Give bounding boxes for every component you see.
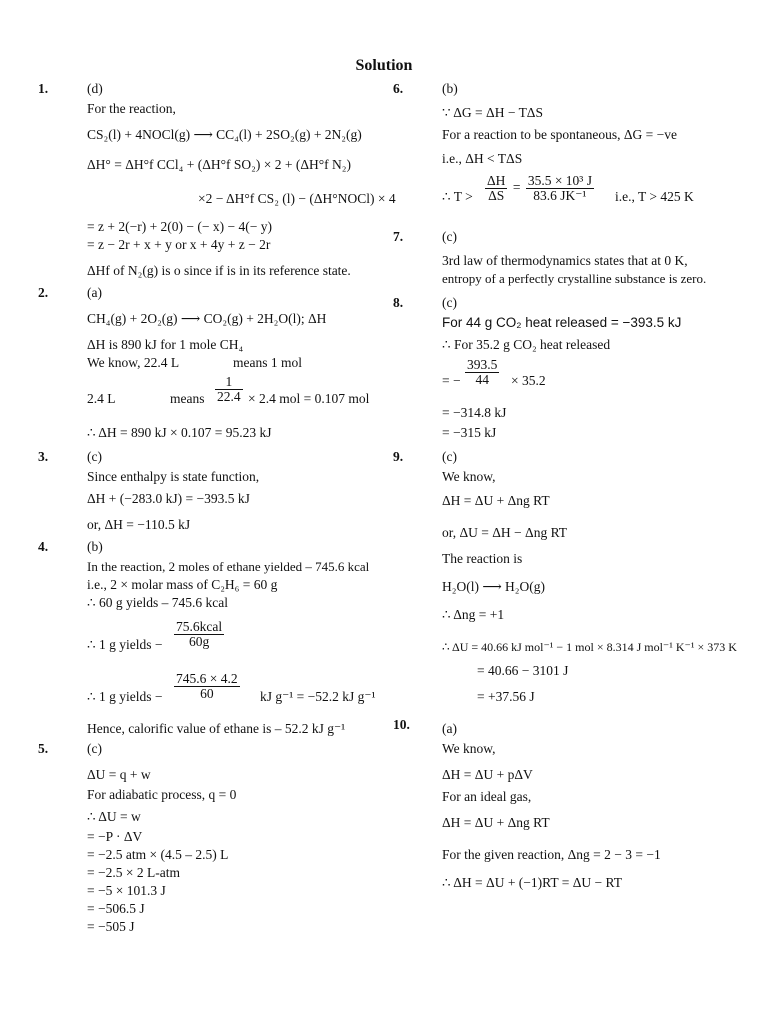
equation: = −P · ΔV (87, 829, 143, 844)
text-line: ∴ For 35.2 g CO₂ heat released (442, 337, 611, 352)
equation: ∴ ΔU = 40.66 kJ mol⁻¹ − 1 mol × 8.314 J mol⁻¹ K⁻¹ × 373 K (442, 640, 737, 654)
equation: = z − 2r + x + y or x + 4y + z − 2r (87, 237, 271, 252)
fraction (172, 620, 226, 649)
question-number: 9. (393, 449, 404, 464)
text-line: For 44 g CO₂ heat released = −393.5 kJ (442, 315, 682, 330)
text-line: ∴ 1 g yields − (87, 689, 163, 704)
answer-choice: (a) (442, 721, 457, 736)
answer-choice: (c) (442, 449, 457, 464)
equation: = − (442, 373, 461, 388)
equation: = −315 kJ (442, 425, 497, 440)
equation: ΔH = ΔU + pΔV (442, 767, 533, 782)
text-line: For an ideal gas, (442, 789, 532, 804)
numerator: 1 (215, 375, 243, 390)
denominator: 60 (200, 686, 214, 701)
text-line: In the reaction, 2 moles of ethane yielded – 745.6 kcal (87, 559, 370, 574)
equation: × 35.2 (511, 373, 546, 388)
equation: = −2.5 atm × (4.5 – 2.5) L (87, 847, 229, 862)
text-line: Hence, calorific value of ethane is – 52.2 kJ g⁻¹ (87, 721, 346, 736)
equation: = −505 J (87, 919, 135, 934)
text-line: ∴ 60 g yields – 745.6 kcal (87, 595, 228, 610)
equation: ∴ ΔH = ΔU + (−1)RT = ΔU − RT (442, 875, 622, 890)
text-line: i.e., 2 × molar mass of C₂H₆ = 60 g (87, 577, 278, 592)
question-number: 3. (38, 449, 49, 464)
answer-choice: (c) (87, 449, 102, 464)
question-number: 4. (38, 539, 49, 554)
equation: kJ g⁻¹ = −52.2 kJ g⁻¹ (260, 689, 376, 704)
text-line: entropy of a perfectly crystalline substance is zero. (442, 271, 707, 286)
denominator: ΔS (488, 188, 505, 203)
question-number: 10. (393, 717, 410, 732)
text-line: The reaction is (442, 551, 523, 566)
question-number: 6. (393, 81, 404, 96)
question-number: 5. (38, 741, 49, 756)
equation: or, ΔH = −110.5 kJ (87, 517, 191, 532)
page-title: Solution (355, 57, 413, 74)
answer-choice: (c) (442, 295, 457, 310)
answer-choice: (c) (87, 741, 102, 756)
text-line: i.e., T > 425 K (615, 189, 694, 204)
numerator: 35.5 × 10³ J (527, 173, 592, 188)
text-line: We know, 22.4 L (87, 355, 180, 370)
text-line: ΔHf of N₂(g) is o since if is in its reference state. (87, 263, 351, 278)
equation: ΔH + (−283.0 kJ) = −393.5 kJ (87, 491, 250, 506)
fraction (463, 358, 501, 387)
equation: CS₂(l) + 4NOCl(g) ⟶ CC₄(l) + 2SO₂(g) + 2N₂(g) (87, 127, 362, 142)
equation: H₂O(l) ⟶ H₂O(g) (442, 579, 545, 594)
equation: ∴ ΔH = 890 kJ × 0.107 = 95.23 kJ (87, 425, 272, 440)
question-number: 2. (38, 285, 49, 300)
equation: ∴ ΔU = w (87, 809, 141, 824)
numerator: 393.5 (467, 357, 498, 372)
fraction: $\frac{\Delta H}{\Delta S}$ = $\frac{\text{35.5 × 10³ J}}{\text{83.6 JK⁻¹}}$ (487, 173, 592, 203)
text-line: 2.4 L (87, 391, 116, 406)
text-line: ∴ 1 g yields − (87, 637, 163, 652)
answer-choice: (d) (87, 81, 103, 96)
equation: ∴ Δng = +1 (442, 607, 505, 622)
text-line: ΔH is 890 kJ for 1 mole CH₄ (87, 337, 244, 352)
answer-choice: (a) (87, 285, 102, 300)
text-line: means 1 mol (233, 355, 302, 370)
text-line: Since enthalpy is state function, (87, 469, 260, 484)
numerator: 75.6kcal (176, 619, 223, 634)
denominator: 44 (475, 372, 489, 387)
denominator: 22.4 (217, 389, 241, 404)
text-line: For adiabatic process, q = 0 (87, 787, 237, 802)
equation: × 2.4 mol = 0.107 mol (248, 391, 370, 406)
question-number: 8. (393, 295, 404, 310)
answer-choice: (b) (87, 539, 103, 554)
equation: = −5 × 101.3 J (87, 883, 166, 898)
equation: CH₄(g) + 2O₂(g) ⟶ CO₂(g) + 2H₂O(l); ΔH (87, 311, 327, 326)
text-line: means (170, 391, 205, 406)
equation: = 40.66 − 3101 J (477, 663, 569, 678)
fraction (213, 375, 245, 404)
fraction (172, 672, 242, 701)
question-number: 1. (38, 81, 49, 96)
text-line: For the reaction, (87, 101, 176, 116)
equation: ΔH = ΔU + Δng RT (442, 815, 550, 830)
equation: ΔU = q + w (87, 767, 151, 782)
text-line: We know, (442, 741, 496, 756)
answer-choice: (b) (442, 81, 458, 96)
equation: ∵ ΔG = ΔH − TΔS (442, 105, 543, 120)
equation: ΔH° = ΔH°f CCl₄ + (ΔH°f SO₂) × 2 + (ΔH°f N₂) (87, 157, 352, 172)
text-line: i.e., ΔH < TΔS (442, 151, 523, 166)
equation: = −2.5 × 2 L-atm (87, 865, 180, 880)
equation: = −314.8 kJ (442, 405, 507, 420)
question-number: 7. (393, 229, 404, 244)
text-line: For a reaction to be spontaneous, ΔG = −ve (442, 127, 677, 142)
equation: or, ΔU = ΔH − Δng RT (442, 525, 568, 540)
equation: = −506.5 J (87, 901, 145, 916)
numerator: ΔH (487, 173, 506, 188)
answer-choice: (c) (442, 229, 457, 244)
denominator: 60g (188, 634, 210, 649)
equation: ΔH = ΔU + Δng RT (442, 493, 550, 508)
equation: ∴ T > (442, 189, 473, 204)
text-line: We know, (442, 469, 496, 484)
equation: ×2 − ΔH°f CS₂ (l) − (ΔH°NOCl) × 4 (198, 191, 396, 206)
equation: = z + 2(−r) + 2(0) − (− x) − 4(− y) (87, 219, 272, 234)
denominator: 83.6 JK⁻¹ (533, 188, 587, 203)
numerator: 745.6 × 4.2 (176, 671, 238, 686)
equation: = +37.56 J (477, 689, 535, 704)
text-line: 3rd law of thermodynamics states that at 0 K, (442, 253, 688, 268)
text-line: For the given reaction, Δng = 2 − 3 = −1 (442, 847, 661, 862)
